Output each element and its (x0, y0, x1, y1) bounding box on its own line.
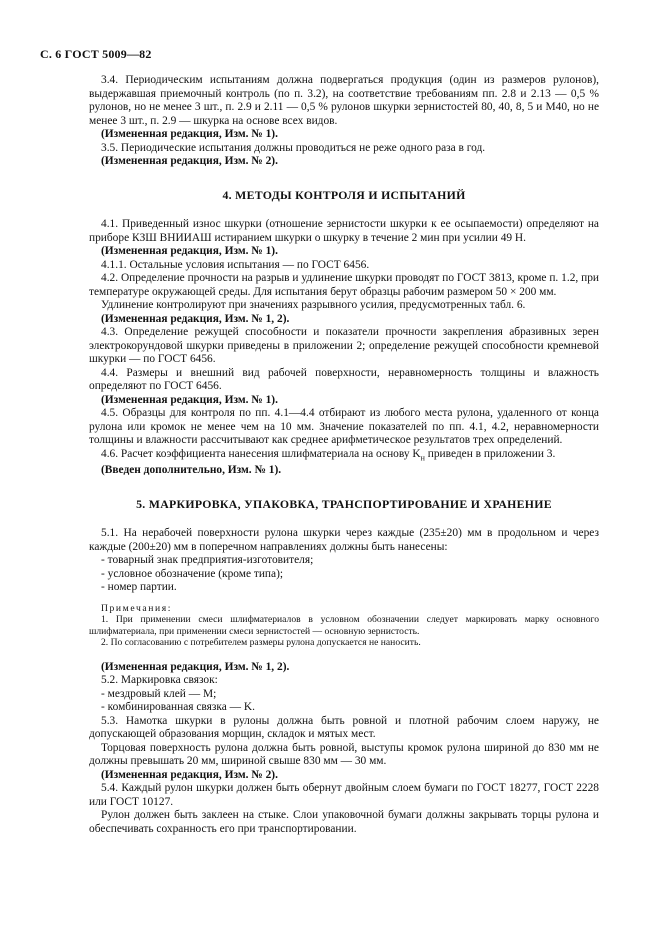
amendment-note: (Измененная редакция, Изм. № 2). (101, 155, 278, 167)
paragraph-4-6-end: приведен в приложении 3. (424, 447, 556, 460)
paragraph-4-2-cont: Удлинение контролируют при значениях разрывного усилия, предусмотренных табл. 6. (101, 299, 526, 311)
paragraph-4-2: 4.2. Определение прочности на разрыв и удлинение шкурки проводят по ГОСТ 3813, кроме п. 1.2, при температуре окружающей среды. Для испытания берут образцы рабочим размером 50 × 200 мм. (89, 272, 599, 298)
list-item: - комбинированная связка — K. (101, 701, 255, 714)
paragraph-4-1: 4.1. Приведенный износ шкурки (отношение зернистости шкурки к ее осыпаемости) определяют на приборе КЗШ ВНИИАШ истиранием шкурки о шкурку в течение 2 мин при усилии 49 Н. (89, 218, 599, 244)
list-item: - мездровый клей — М; (101, 687, 217, 700)
amendment-note: (Измененная редакция, Изм. № 1). (101, 128, 278, 140)
paragraph-5-4: 5.4. Каждый рулон шкурки должен быть обернут двойным слоем бумаги по ГОСТ 18277, ГОСТ 2228 или ГОСТ 10127. (89, 782, 599, 808)
amendment-note: (Измененная редакция, Изм. № 1, 2). (101, 312, 290, 325)
paragraph-4-6-text: 4.6. Расчет коэффициента нанесения шлифматериала на основу K (101, 447, 421, 460)
paragraph-4-3: 4.3. Определение режущей способности и показатели прочности закрепления абразивных зерен электрокорундовой шкурки приведены в приложении 2; определение режущей способности кремневой шкурки — по ГОСТ 6456. (89, 326, 599, 365)
section-heading-4: 4. МЕТОДЫ КОНТРОЛЯ И ИСПЫТАНИЙ (222, 187, 466, 202)
amendment-note: (Измененная редакция, Изм. № 1). (101, 245, 278, 257)
paragraph-5-3-cont: Торцовая поверхность рулона должна быть ровной, выступы кромок рулона шириной до 830 мм не должны превышать 20 мм, шириной свыше 830 мм — 30 мм. (89, 741, 599, 768)
paragraph-4-4: 4.4. Размеры и внешний вид рабочей поверхности, неравномерность толщины и влажность определяют по ГОСТ 6456. (89, 366, 599, 392)
page-header: С. 6 ГОСТ 5009—82 (40, 47, 152, 61)
notes-title: Примечания: (101, 602, 172, 614)
document-body (89, 74, 599, 836)
amendment-note: (Измененная редакция, Изм. № 2). (101, 768, 278, 781)
section-heading-5: 5. МАРКИРОВКА, УПАКОВКА, ТРАНСПОРТИРОВАНИЕ И ХРАНЕНИЕ (136, 496, 552, 511)
paragraph-4-5: 4.5. Образцы для контроля по пп. 4.1—4.4 отбирают из любого места рулона, удаленного от конца рулона или кромок не менее чем на 10 мм. Значение показателей по пп. 4.1, 4.2, неравномерности толщины и влажности рассчитывают как среднее арифметическое результатов трех определений. (89, 407, 599, 446)
paragraph-5-4-cont: Рулон должен быть заклеен на стыке. Слои упаковочной бумаги должны закрывать торцы рулона и обеспечивать сохранность его при транспортировании. (89, 809, 599, 835)
paragraph-5-1: 5.1. На нерабочей поверхности рулона шкурки через каждые (235±20) мм в продольном и через каждые (200±20) мм в поперечном направлениях должны быть нанесены: (89, 527, 599, 553)
k-subscript: н (420, 452, 425, 462)
note-1: 1. При применении смеси шлифматериалов в условном обозначении следует маркировать марку основного шлифматериала, при применении смеси зернистостей — основную зернистость. (89, 614, 599, 637)
list-item: - товарный знак предприятия-изготовителя; (101, 554, 314, 567)
notes-block (89, 603, 599, 649)
note-2: 2. По согласованию с потребителем размеры рулона допускается не наносить. (101, 637, 421, 649)
paragraph-4-1-1: 4.1.1. Остальные условия испытания — по ГОСТ 6456. (101, 258, 370, 271)
list-item: - номер партии. (101, 581, 177, 594)
list-item: - условное обозначение (кроме типа); (101, 567, 284, 580)
paragraph-5-2: 5.2. Маркировка связок: (101, 674, 218, 687)
paragraph-4-6 (89, 448, 599, 465)
amendment-note: (Измененная редакция, Изм. № 1). (101, 393, 278, 406)
paragraph-3-5: 3.5. Периодические испытания должны проводиться не реже одного раза в год. (101, 141, 486, 154)
amendment-note: (Введен дополнительно, Изм. № 1). (101, 464, 282, 477)
amendment-note: (Измененная редакция, Изм. № 1, 2). (101, 660, 290, 673)
paragraph-3-4: 3.4. Периодическим испытаниям должна подвергаться продукция (один из размеров рулонов), выдержавшая приемочный контроль (по п. 3.2), на соответствие требованиям пп. 2.8 и 2.13 — 0,5 % рулонов, но не менее 3 шт., п. 2.9 и 2.11 — 0,5 % рулонов шкурки зернистостей 80, 40, 8, 5 и М40, но не менее 3 шт., п. 2.9 — шкурка на основе всех видов. (89, 74, 599, 127)
paragraph-5-3: 5.3. Намотка шкурки в рулоны должна быть ровной и плотной рабочим слоем наружу, не допускающей образования морщин, складок и мятых мест. (89, 714, 599, 741)
